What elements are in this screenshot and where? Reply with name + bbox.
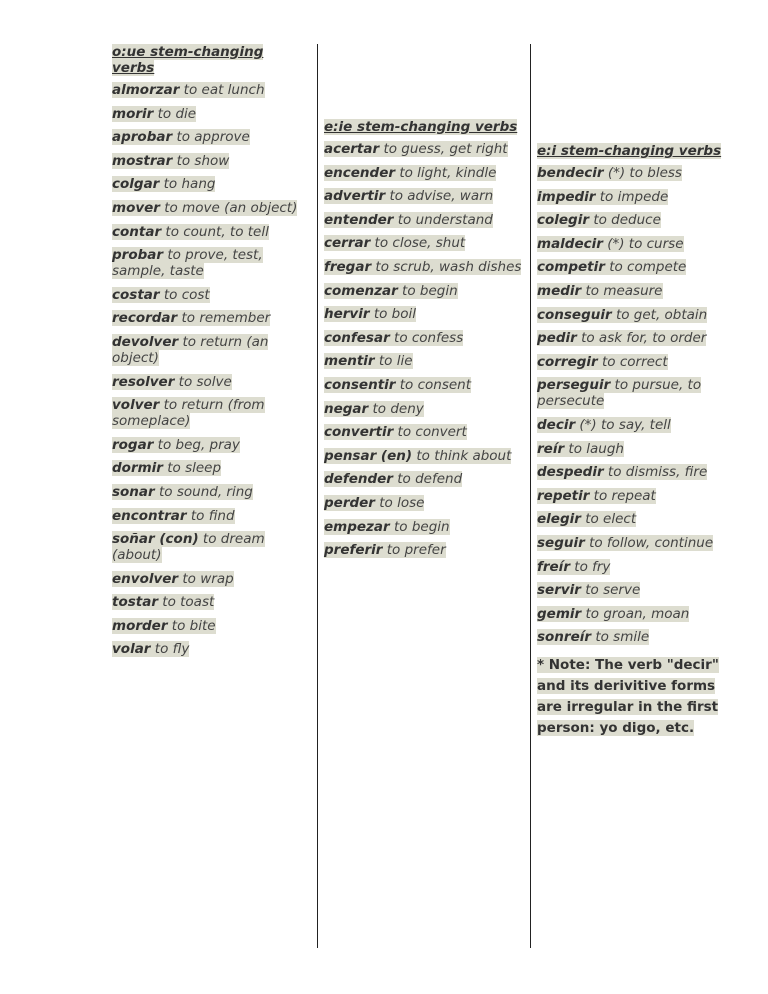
verb: envolver: [112, 570, 179, 587]
e-i-heading: e:i stem-changing verbs: [537, 143, 722, 159]
verb-meaning: to defend: [397, 471, 463, 488]
verb: mostrar: [112, 152, 173, 169]
verb: bendecir: [537, 165, 604, 181]
verb-entry: [324, 306, 522, 322]
verb-entry: [324, 519, 522, 535]
verb-entry: [324, 165, 522, 181]
column-divider: [317, 44, 318, 948]
verb-meaning: to close, shut: [374, 235, 466, 252]
verb: mentir: [324, 353, 375, 370]
verb-meaning: to sleep: [167, 460, 222, 477]
verb-entry: [324, 141, 522, 157]
verb: preferir: [324, 542, 383, 559]
verb: hervir: [324, 306, 370, 323]
verb: negar: [324, 400, 369, 417]
verb-entry: [324, 235, 522, 251]
verb-meaning: to begin: [402, 282, 458, 299]
verb: convertir: [324, 424, 394, 441]
verb: costar: [112, 286, 160, 303]
verb-meaning: to eat lunch: [183, 82, 265, 98]
verb-entry: [324, 188, 522, 204]
verb-meaning: to prefer: [386, 542, 446, 559]
verb-entry: [537, 535, 732, 551]
verb-meaning: to serve: [585, 582, 641, 599]
verb: perder: [324, 494, 375, 511]
verb: dormir: [112, 460, 163, 477]
verb-meaning: to think about: [416, 447, 512, 464]
verb: medir: [537, 282, 582, 299]
verb-entry: [537, 307, 732, 323]
e-ie-heading: e:ie stem-changing verbs: [324, 119, 518, 135]
verb: sonar: [112, 483, 155, 500]
verb-entry: [537, 330, 732, 346]
verb: volver: [112, 397, 160, 414]
verb-entry: [324, 353, 522, 369]
verb-meaning: to elect: [585, 511, 637, 528]
verb-entry: [112, 594, 308, 610]
verb-meaning: (*) to curse: [607, 235, 684, 252]
verb: seguir: [537, 534, 585, 551]
verb-entry: [537, 629, 732, 645]
verb-meaning: to cost: [163, 286, 210, 303]
verb: sonreír: [537, 629, 592, 646]
verb-entry: [112, 153, 308, 169]
verb: colegir: [537, 212, 590, 229]
verb-entry: [324, 424, 522, 440]
verb-meaning: (*) to say, tell: [579, 416, 671, 433]
verb-entry: [324, 212, 522, 228]
verb: conseguir: [537, 306, 612, 323]
verb: acertar: [324, 141, 380, 157]
verb-meaning: to dream (about): [112, 531, 265, 564]
verb-meaning: to follow, continue: [589, 534, 714, 551]
column-divider: [530, 44, 531, 948]
verb-entry: [537, 354, 732, 370]
verb-entry: [112, 397, 308, 429]
verb-meaning: to repeat: [593, 487, 656, 504]
verb-meaning: to return (from someplace): [112, 397, 265, 430]
verb-meaning: to groan, moan: [585, 605, 690, 622]
verb-meaning: to beg, pray: [157, 436, 240, 453]
verb: aprobar: [112, 129, 173, 146]
verb-meaning: to laugh: [568, 440, 624, 457]
verb-entry: [537, 582, 732, 598]
verb-meaning: to smile: [595, 629, 650, 646]
verb-entry: [537, 212, 732, 228]
e-i-column: [537, 143, 732, 739]
verb-meaning: to find: [190, 507, 235, 524]
verb-entry: [537, 441, 732, 457]
verb: encontrar: [112, 507, 187, 524]
verb-entry: [324, 401, 522, 417]
verb-meaning: to measure: [585, 282, 663, 299]
verb-entry: [112, 176, 308, 192]
verb-meaning: to fly: [154, 641, 190, 658]
verb-entry: [112, 618, 308, 634]
verb-entry: [112, 531, 308, 563]
verb: pedir: [537, 330, 577, 347]
verb-entry: [537, 488, 732, 504]
verb-entry: [537, 417, 732, 433]
verb: tostar: [112, 594, 158, 611]
verb-entry: [324, 542, 522, 558]
verb-meaning: to light, kindle: [399, 164, 497, 181]
verb-entry: [112, 484, 308, 500]
verb: cerrar: [324, 235, 371, 252]
verb-meaning: to deny: [372, 400, 424, 417]
verb: morir: [112, 105, 154, 122]
verb: fregar: [324, 258, 372, 275]
verb-meaning: to fry: [574, 558, 611, 575]
verb-entry: [537, 464, 732, 480]
verb: perseguir: [537, 377, 611, 394]
verb-meaning: to confess: [394, 329, 464, 346]
verb-entry: [537, 283, 732, 299]
verb-meaning: to count, to tell: [165, 223, 269, 240]
verb: empezar: [324, 518, 390, 535]
verb-meaning: to dismiss, fire: [607, 464, 708, 481]
verb: elegir: [537, 511, 581, 528]
verb-meaning: to compete: [609, 259, 687, 276]
verb-meaning: to ask for, to order: [581, 330, 707, 347]
verb: resolver: [112, 373, 175, 390]
verb-entry: [112, 224, 308, 240]
verb-meaning: to approve: [176, 129, 250, 146]
verb: morder: [112, 617, 168, 634]
verb: competir: [537, 259, 605, 276]
verb-entry: [112, 571, 308, 587]
o-ue-heading: o:ue stem-changing verbs: [112, 44, 264, 76]
verb: consentir: [324, 376, 396, 393]
verb-meaning: to return (an object): [112, 333, 269, 366]
verb-entry: [324, 377, 522, 393]
verb: volar: [112, 641, 151, 658]
verb-entry: [324, 259, 522, 275]
verb-entry: [324, 330, 522, 346]
e-ie-column: [324, 119, 522, 566]
verb-meaning: to die: [157, 105, 197, 122]
verb-meaning: to begin: [393, 518, 450, 535]
verb: soñar (con): [112, 531, 199, 548]
verb: encender: [324, 164, 396, 181]
verb-entry: [537, 165, 732, 181]
verb: entender: [324, 211, 394, 228]
verb: recordar: [112, 310, 178, 327]
verb: mover: [112, 199, 160, 216]
verb: comenzar: [324, 282, 398, 299]
verb-entry: [324, 283, 522, 299]
verb-meaning: to consent: [399, 376, 472, 393]
verb-meaning: to guess, get right: [383, 141, 508, 157]
verb-meaning: to prove, test, sample, taste: [112, 247, 263, 280]
verb-meaning: (*) to bless: [607, 165, 682, 181]
verb: maldecir: [537, 235, 603, 252]
decir-note: * Note: The verb "decir" and its derivitive forms are irregular in the first person: yo digo, etc.: [537, 657, 719, 737]
verb-entry: [112, 106, 308, 122]
e-ie-verb-list: [324, 141, 522, 558]
verb-meaning: to bite: [171, 617, 216, 634]
verb-meaning: to impede: [599, 188, 669, 205]
verb: confesar: [324, 329, 390, 346]
verb-meaning: to remember: [181, 310, 271, 327]
verb-meaning: to boil: [373, 306, 416, 323]
verb-entry: [324, 495, 522, 511]
verb-entry: [537, 259, 732, 275]
verb-entry: [537, 377, 732, 409]
verb-entry: [112, 82, 308, 98]
verb-entry: [112, 334, 308, 366]
verb-meaning: to show: [176, 152, 230, 169]
verb: contar: [112, 223, 162, 240]
verb-entry: [537, 236, 732, 252]
verb: despedir: [537, 464, 604, 481]
verb-meaning: to toast: [162, 594, 215, 611]
verb: pensar (en): [324, 447, 413, 464]
verb-entry: [537, 189, 732, 205]
verb: probar: [112, 247, 164, 264]
verb-meaning: to sound, ring: [159, 483, 253, 500]
o-ue-column: [112, 44, 308, 665]
verb-meaning: to understand: [397, 211, 493, 228]
verb-entry: [112, 437, 308, 453]
verb-entry: [537, 559, 732, 575]
verb-meaning: to hang: [163, 176, 216, 193]
verb: reír: [537, 440, 565, 457]
verb-entry: [112, 641, 308, 657]
verb: decir: [537, 416, 576, 433]
verb-meaning: to pursue, to persecute: [537, 377, 702, 410]
verb-entry: [112, 460, 308, 476]
verb: advertir: [324, 188, 386, 205]
verb-meaning: to convert: [397, 424, 467, 441]
verb: rogar: [112, 436, 154, 453]
verb-meaning: to correct: [602, 353, 668, 370]
verb: freír: [537, 558, 570, 575]
verb-entry: [324, 471, 522, 487]
verb: defender: [324, 471, 393, 488]
verb: impedir: [537, 188, 596, 205]
verb-meaning: to solve: [178, 373, 232, 390]
verb-meaning: to lose: [379, 494, 425, 511]
verb: colgar: [112, 176, 160, 193]
verb-entry: [112, 287, 308, 303]
verb: servir: [537, 582, 581, 599]
verb-meaning: to lie: [378, 353, 413, 370]
verb-entry: [537, 511, 732, 527]
verb-meaning: to wrap: [182, 570, 234, 587]
verb: almorzar: [112, 82, 180, 98]
verb-meaning: to deduce: [593, 212, 661, 229]
o-ue-verb-list: [112, 82, 308, 657]
verb: corregir: [537, 353, 598, 370]
verb: gemir: [537, 605, 582, 622]
e-i-verb-list: [537, 165, 732, 645]
verb: repetir: [537, 487, 590, 504]
verb-entry: [112, 247, 308, 279]
verb: devolver: [112, 333, 179, 350]
verb-entry: [112, 508, 308, 524]
verb-entry: [112, 374, 308, 390]
verb-meaning: to advise, warn: [389, 188, 494, 205]
verb-entry: [324, 448, 522, 464]
verb-entry: [112, 200, 308, 216]
verb-meaning: to scrub, wash dishes: [375, 258, 522, 275]
verb-entry: [537, 606, 732, 622]
verb-entry: [112, 310, 308, 326]
verb-entry: [112, 129, 308, 145]
verb-meaning: to get, obtain: [615, 306, 708, 323]
verb-meaning: to move (an object): [164, 199, 298, 216]
